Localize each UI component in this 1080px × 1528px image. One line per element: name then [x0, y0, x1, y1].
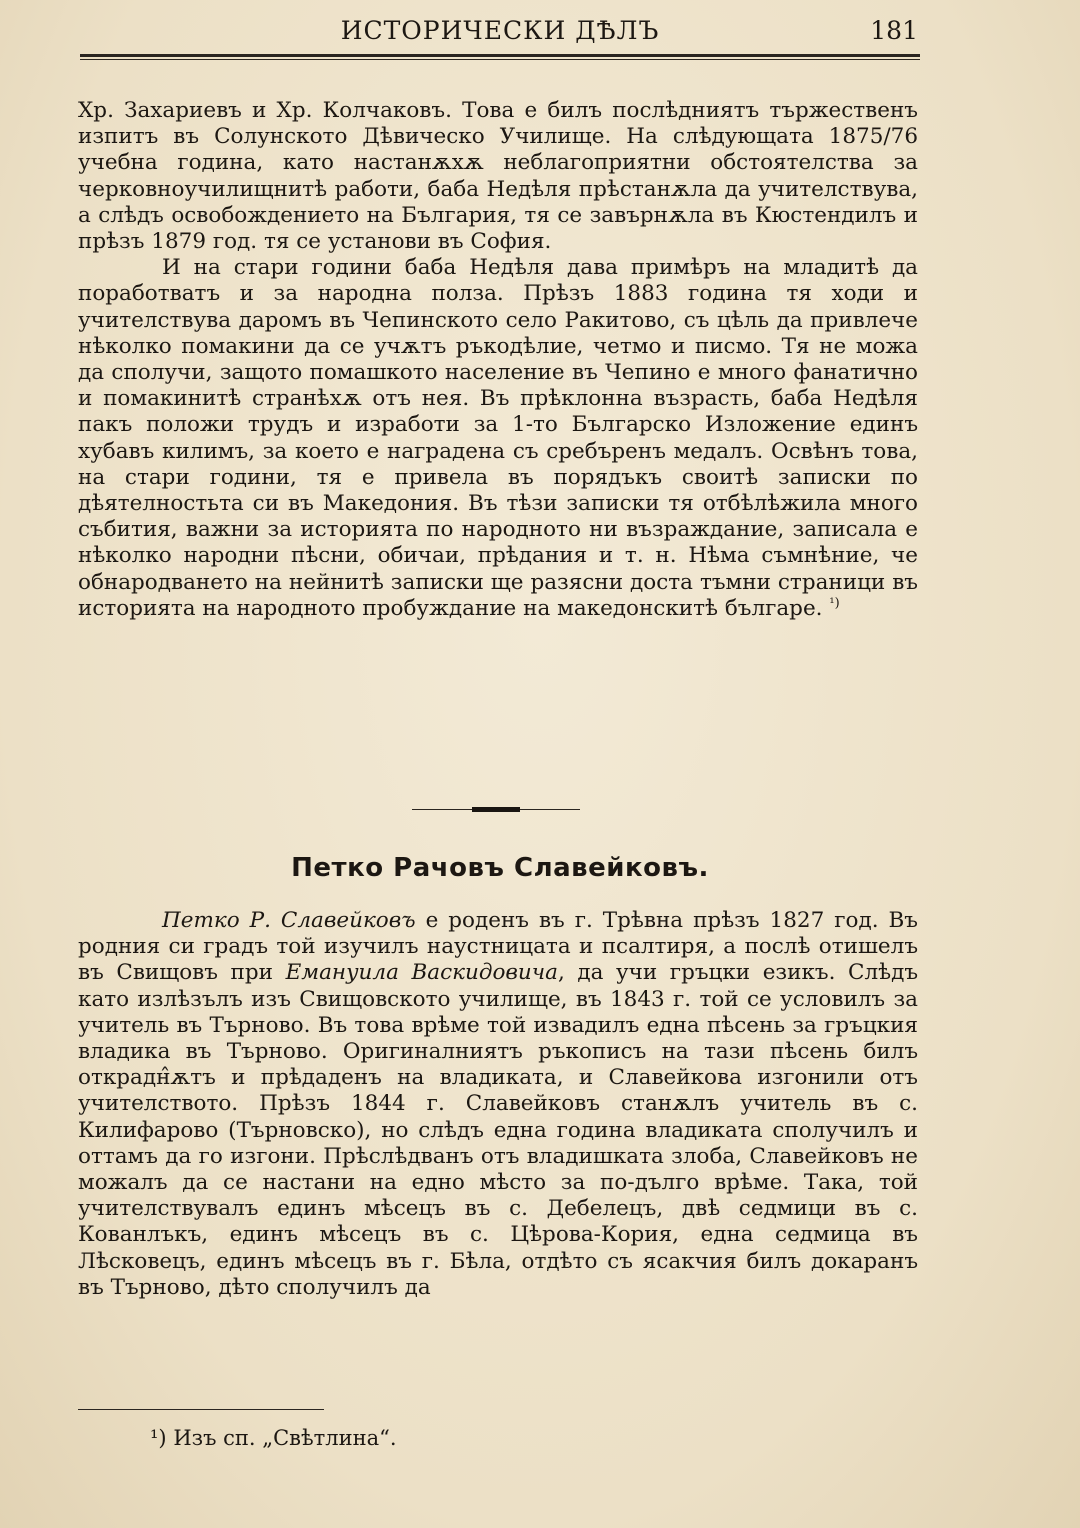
footnote-text: Изъ сп. „Свѣтлина“. [173, 1426, 397, 1450]
footnote-marker: ¹) [150, 1426, 167, 1450]
first-section-body [78, 98, 918, 622]
running-head [80, 14, 920, 50]
running-title: ИСТОРИЧЕСКИ ДѢЛЪ [340, 16, 660, 45]
paragraph-2-text: И на стари години баба Недѣля дава примѣръ на младитѣ да поработватъ и за народна полза. Прѣзъ 1883 година тя ходи и учителствува даромъ въ Чепинското село Ракитово, съ цѣль да привлече нѣколко помакини да се учѫтъ ръкодѣлие, четмо и писмо. Тя не можа да сполучи, защото помашкото население въ Чепино е много фанатично и помакинитѣ странѣхѫ отъ нея. Въ прѣклонна възрасть, баба Недѣля пакъ положи трудъ и изработи за 1-то Българско Изложение единъ хубавъ килимъ, за което е наградена съ сребъренъ медалъ. Освѣнъ това, на стари години, тя е привела въ порядъкъ своитѣ записки по дѣятелностьта си въ Македония. Въ тѣзи записки тя отбѣлѣжила много събития, важни за историята по народното ни възраждание, записала е нѣколко народни пѣсни, обичаи, прѣдания и т. н. Нѣма съмнѣние, че обнародването на нейнитѣ записки ще разясни доста тъмни страници въ историята на народното пробуждание на македонскитѣ българе. [78, 255, 918, 621]
teacher-name: Емануила Васкидовича [285, 960, 558, 986]
person-name: Петко Р. Славейковъ [162, 908, 416, 933]
section-heading: Петко Рачовъ Славейковъ. [291, 853, 709, 883]
paragraph-3-part2: , да учи гръцки езикъ. Слѣдъ като излѣзълъ изъ Свищовското училище, въ 1843 г. той се условилъ за учитель въ Търново. Въ това врѣме той извадилъ една пѣсень за гръцкия владика въ Търново. Оригиналниятъ ръкописъ на тази пѣсень билъ открадн̂ѫтъ и прѣдаденъ на владиката, и Славейкова изгонили отъ учителството. Прѣзъ 1844 г. Славейковъ станѫлъ учитель въ с. Килифарово (Търновско), но слѣдъ една година владиката сполучилъ и оттамъ да го изгони. Прѣслѣдванъ отъ владишката злоба, Славейковъ не можалъ да се настани на едно мѣсто за по-дълго врѣме. Така, той учителствувалъ единъ мѣсецъ въ с. Дебелецъ, двѣ седмици въ с. Кованлъкъ, единъ мѣсецъ въ с. Цѣрова-Кория, една седмица въ Лѣсковецъ, единъ мѣсецъ въ г. Бѣла, отдѣто съ ясакчия билъ докаранъ въ Търново, дѣто сполучилъ да [78, 960, 919, 1300]
paragraph-2 [78, 255, 918, 622]
header-rule [80, 54, 920, 60]
footnote-reference: ¹) [829, 595, 840, 611]
second-section-body [78, 908, 918, 1301]
footnote [150, 1426, 397, 1450]
paragraph-1: Хр. Захариевъ и Хр. Колчаковъ. Това е билъ послѣдниятъ тържественъ изпитъ въ Солунското Дѣвическо Училище. На слѣдующата 1875/76 учебна година, като настанѫхѫ неблагоприятни обстоятелства за черковноучилищнитѣ работи, баба Недѣля прѣстанѫла да учителствува, а слѣдъ освобождението на България, тя се завърнѫла въ Кюстендилъ и прѣзъ 1879 год. тя се установи въ София. [78, 98, 918, 255]
paragraph-3-part1: е роденъ въ г. Трѣвна прѣзъ 1827 год. Въ родния си градъ той изучилъ наустницата и псалтиря, а послѣ отишелъ въ Свищовъ при [78, 908, 918, 986]
paragraph-3 [78, 908, 918, 1301]
section-divider-ornament [412, 806, 580, 814]
page-number: 181 [870, 16, 918, 45]
footnote-rule [78, 1409, 324, 1410]
